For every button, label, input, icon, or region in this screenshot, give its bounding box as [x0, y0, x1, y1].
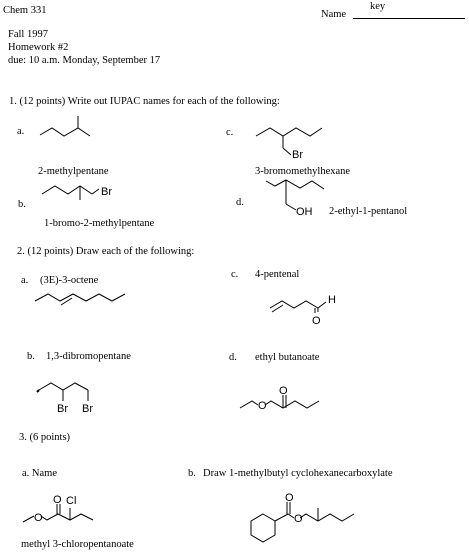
q2a-letter: a.: [21, 275, 29, 286]
q1b-letter: b.: [18, 199, 26, 210]
q2c-atom-o: O: [312, 315, 321, 327]
q3b-atom-o1: O: [294, 513, 303, 525]
q1d-answer: 2-ethyl-1-pentanol: [329, 206, 408, 217]
q2d-name: ethyl butanoate: [255, 352, 320, 363]
q2b-atom-br2: Br: [82, 403, 93, 415]
assignment-title: Homework #2: [8, 42, 69, 53]
q1b-answer: 1-bromo-2-methylpentane: [44, 218, 155, 229]
course-title: Chem 331: [3, 5, 47, 16]
q3b-letter: b.: [188, 468, 196, 479]
q1c-atom-br: Br: [292, 149, 303, 161]
q3a-answer: methyl 3-chloropentanoate: [21, 539, 134, 550]
q1c-answer: 3-bromomethylhexane: [255, 166, 351, 177]
q1a-letter: a.: [17, 126, 25, 137]
q2b-atom-br1: Br: [57, 403, 68, 415]
q3a-atom-o1: O: [34, 512, 43, 524]
q1b-atom-br: Br: [101, 186, 112, 198]
q3b-prompt: Draw 1-methylbutyl cyclohexanecarboxylate: [203, 468, 393, 479]
q2c-name: 4-pentenal: [255, 269, 300, 280]
due-date: due: 10 a.m. Monday, September 17: [8, 55, 161, 66]
name-label: Name: [321, 9, 347, 20]
term: Fall 1997: [8, 29, 48, 40]
q2-prompt: 2. (12 points) Draw each of the following:: [17, 246, 195, 257]
q2b-letter: b.: [27, 351, 35, 362]
q3a-atom-o2: O: [53, 494, 62, 506]
q2a-name: (3E)-3-octene: [40, 275, 99, 286]
q3a-atom-cl: Cl: [66, 495, 77, 507]
q2b-name: 1,3-dibromopentane: [46, 351, 131, 362]
q1a-answer: 2-methylpentane: [38, 166, 109, 177]
name-value: key: [370, 1, 386, 12]
q1d-atom-oh: OH: [296, 206, 313, 218]
q1d-letter: d.: [236, 197, 244, 208]
q2d-atom-o2: O: [279, 385, 288, 397]
q3-prompt: 3. (6 points): [19, 432, 71, 443]
q2c-atom-h: H: [328, 294, 336, 306]
q2d-atom-o1: O: [258, 400, 267, 412]
q2c-letter: c.: [231, 269, 239, 280]
q2d-letter: d.: [229, 352, 237, 363]
q1c-letter: c.: [226, 127, 234, 138]
q3a-letter: a. Name: [22, 468, 57, 479]
q1-prompt: 1. (12 points) Write out IUPAC names for each of the following:: [9, 96, 280, 107]
q3b-atom-o2: O: [285, 492, 294, 504]
